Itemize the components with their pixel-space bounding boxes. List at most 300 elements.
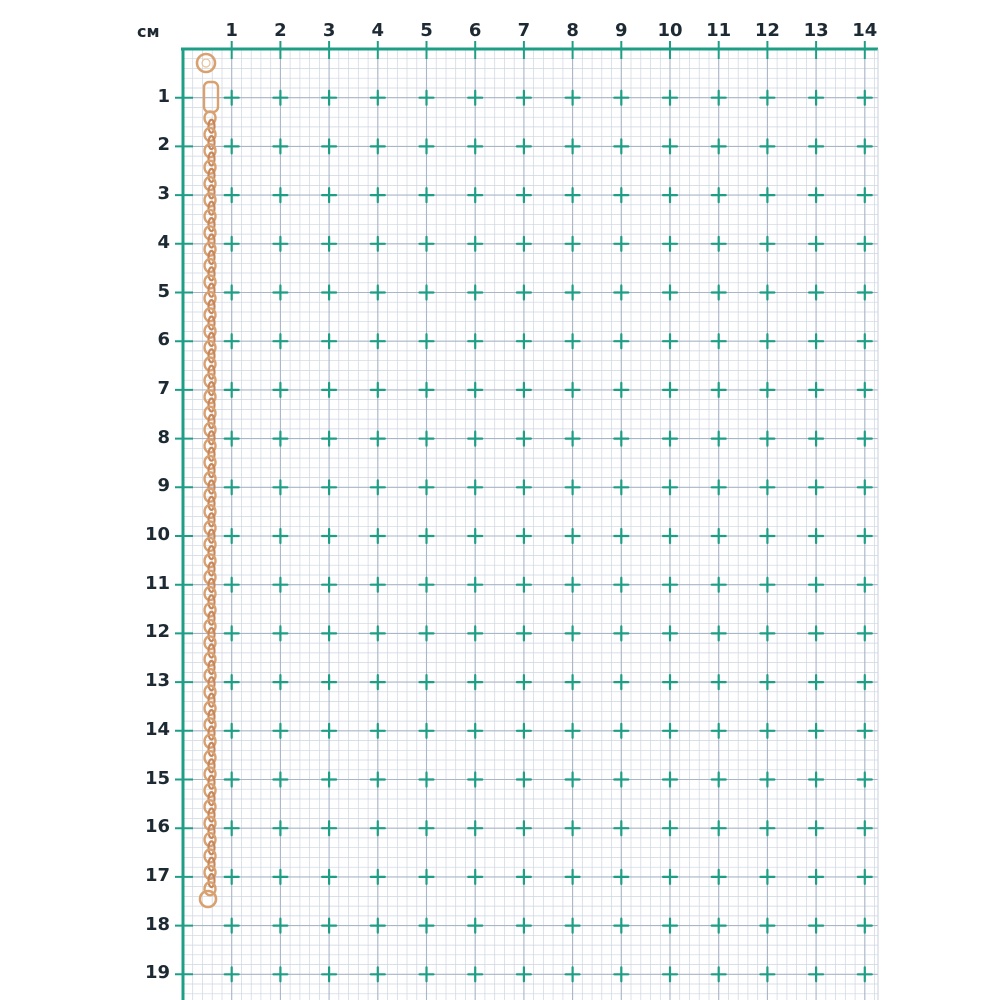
column-label: 11 xyxy=(706,20,732,41)
plus-marker xyxy=(517,967,531,981)
plus-marker xyxy=(517,188,531,202)
plus-marker xyxy=(273,870,287,884)
plus-marker xyxy=(322,724,336,738)
plus-marker xyxy=(517,286,531,300)
plus-marker xyxy=(614,724,628,738)
plus-marker xyxy=(712,432,726,446)
plus-marker xyxy=(712,334,726,348)
column-label: 1 xyxy=(225,20,238,41)
plus-marker xyxy=(566,919,580,933)
plus-marker xyxy=(663,724,677,738)
plus-marker xyxy=(566,91,580,105)
plus-marker xyxy=(371,870,385,884)
row-label: 1 xyxy=(157,85,170,107)
plus-marker xyxy=(858,724,872,738)
minor-grid-lines xyxy=(183,49,878,1000)
plus-marker xyxy=(858,188,872,202)
plus-marker xyxy=(760,383,774,397)
plus-marker xyxy=(663,578,677,592)
plus-marker xyxy=(663,334,677,348)
plus-marker xyxy=(468,675,482,689)
plus-marker xyxy=(322,432,336,446)
row-label: 17 xyxy=(144,864,170,886)
plus-marker xyxy=(566,237,580,251)
plus-marker xyxy=(614,480,628,494)
plus-marker xyxy=(566,188,580,202)
plus-marker xyxy=(858,919,872,933)
plus-marker xyxy=(273,675,287,689)
plus-marker xyxy=(225,480,239,494)
plus-marker xyxy=(712,188,726,202)
plus-marker xyxy=(517,91,531,105)
column-label: 13 xyxy=(803,20,829,41)
plus-marker xyxy=(663,967,677,981)
plus-marker xyxy=(614,188,628,202)
plus-marker xyxy=(420,139,434,153)
plus-marker xyxy=(809,383,823,397)
plus-marker xyxy=(420,870,434,884)
plus-marker xyxy=(420,334,434,348)
plus-marker xyxy=(614,578,628,592)
plus-marker xyxy=(420,383,434,397)
plus-marker xyxy=(760,821,774,835)
row-label: 5 xyxy=(157,280,170,302)
plus-marker xyxy=(517,529,531,543)
plus-marker xyxy=(371,675,385,689)
plus-marker xyxy=(858,383,872,397)
plus-marker xyxy=(663,237,677,251)
plus-marker xyxy=(809,139,823,153)
plus-marker xyxy=(273,724,287,738)
plus-marker xyxy=(517,578,531,592)
row-label: 11 xyxy=(144,572,170,594)
plus-marker xyxy=(858,870,872,884)
plus-marker xyxy=(614,870,628,884)
plus-marker xyxy=(566,529,580,543)
plus-marker xyxy=(858,578,872,592)
plus-marker xyxy=(225,432,239,446)
row-label: 3 xyxy=(157,183,170,205)
plus-marker xyxy=(225,821,239,835)
plus-marker xyxy=(225,237,239,251)
plus-marker xyxy=(468,334,482,348)
plus-marker xyxy=(225,91,239,105)
plus-marker xyxy=(322,334,336,348)
column-label: 14 xyxy=(852,20,878,41)
plus-marker xyxy=(614,821,628,835)
plus-marker xyxy=(322,675,336,689)
plus-marker xyxy=(517,821,531,835)
plus-marker xyxy=(760,626,774,640)
row-label: 9 xyxy=(157,475,170,497)
plus-marker xyxy=(468,432,482,446)
plus-marker xyxy=(371,91,385,105)
plus-marker xyxy=(468,821,482,835)
plus-marker xyxy=(517,139,531,153)
plus-marker xyxy=(371,188,385,202)
plus-marker xyxy=(273,773,287,787)
plus-marker xyxy=(322,529,336,543)
plus-marker xyxy=(322,480,336,494)
column-label: 3 xyxy=(322,20,336,41)
plus-marker xyxy=(468,286,482,300)
plus-marker xyxy=(420,480,434,494)
row-label: 8 xyxy=(157,426,170,448)
plus-marker xyxy=(809,675,823,689)
plus-marker xyxy=(468,919,482,933)
plus-marker xyxy=(517,724,531,738)
plus-marker xyxy=(858,286,872,300)
plus-marker xyxy=(809,334,823,348)
plus-marker xyxy=(225,139,239,153)
plus-marker xyxy=(420,286,434,300)
row-label: 10 xyxy=(144,524,170,545)
plus-marker xyxy=(273,237,287,251)
plus-marker xyxy=(614,967,628,981)
plus-marker xyxy=(858,967,872,981)
plus-marker xyxy=(371,724,385,738)
plus-marker xyxy=(760,188,774,202)
plus-marker xyxy=(663,626,677,640)
plus-marker xyxy=(858,91,872,105)
plus-marker xyxy=(614,432,628,446)
row-label: 13 xyxy=(144,670,170,692)
plus-marker xyxy=(712,870,726,884)
plus-marker xyxy=(322,578,336,592)
plus-marker xyxy=(663,870,677,884)
plus-marker xyxy=(468,383,482,397)
plus-marker xyxy=(566,675,580,689)
plus-marker xyxy=(809,773,823,787)
plus-marker xyxy=(468,188,482,202)
plus-marker xyxy=(517,919,531,933)
plus-marker xyxy=(566,432,580,446)
plus-marker xyxy=(468,139,482,153)
plus-marker xyxy=(760,286,774,300)
plus-marker xyxy=(517,432,531,446)
row-label: 19 xyxy=(144,962,170,984)
plus-marker xyxy=(712,821,726,835)
plus-marker xyxy=(225,967,239,981)
plus-marker xyxy=(760,578,774,592)
plus-marker xyxy=(566,821,580,835)
plus-marker xyxy=(468,870,482,884)
plus-marker xyxy=(663,480,677,494)
plus-marker xyxy=(273,578,287,592)
plus-marker xyxy=(371,286,385,300)
unit-label: см xyxy=(137,22,160,41)
plus-marker xyxy=(225,626,239,640)
plus-marker xyxy=(371,529,385,543)
plus-marker xyxy=(614,919,628,933)
plus-marker xyxy=(809,188,823,202)
plus-marker xyxy=(371,626,385,640)
clasp-spring xyxy=(202,59,210,67)
plus-marker xyxy=(712,919,726,933)
plus-marker xyxy=(614,773,628,787)
plus-marker xyxy=(712,529,726,543)
plus-marker xyxy=(420,821,434,835)
plus-marker xyxy=(371,334,385,348)
plus-marker xyxy=(858,529,872,543)
plus-marker xyxy=(225,383,239,397)
plus-marker xyxy=(322,773,336,787)
plus-marker xyxy=(322,237,336,251)
plus-marker xyxy=(663,91,677,105)
plus-marker xyxy=(273,967,287,981)
plus-marker xyxy=(566,480,580,494)
plus-marker xyxy=(614,626,628,640)
plus-marker xyxy=(468,967,482,981)
plus-marker xyxy=(371,919,385,933)
row-label: 6 xyxy=(157,329,170,351)
plus-marker xyxy=(273,919,287,933)
plus-marker xyxy=(566,286,580,300)
plus-marker xyxy=(468,237,482,251)
plus-marker xyxy=(566,139,580,153)
plus-marker xyxy=(858,432,872,446)
plus-marker xyxy=(712,383,726,397)
row-label: 18 xyxy=(144,913,170,935)
plus-marker xyxy=(371,578,385,592)
plus-marker xyxy=(663,139,677,153)
plus-marker xyxy=(614,139,628,153)
plus-marker xyxy=(273,383,287,397)
plus-marker xyxy=(322,286,336,300)
plus-marker xyxy=(371,480,385,494)
row-label: 7 xyxy=(157,377,170,399)
row-label: 2 xyxy=(157,134,170,156)
column-label: 6 xyxy=(468,20,482,41)
plus-marker xyxy=(809,286,823,300)
column-label: 10 xyxy=(657,20,683,41)
plus-marker xyxy=(760,529,774,543)
plus-marker xyxy=(712,286,726,300)
column-label: 5 xyxy=(420,20,433,41)
plus-marker xyxy=(468,578,482,592)
plus-marker xyxy=(614,237,628,251)
plus-marker xyxy=(614,529,628,543)
plus-marker xyxy=(614,334,628,348)
row-label: 12 xyxy=(144,621,170,643)
row-label: 14 xyxy=(144,718,170,740)
plus-marker xyxy=(371,821,385,835)
plus-marker xyxy=(712,237,726,251)
plus-marker xyxy=(371,773,385,787)
plus-marker xyxy=(760,967,774,981)
plus-marker xyxy=(760,334,774,348)
plus-marker xyxy=(614,286,628,300)
plus-marker xyxy=(468,724,482,738)
plus-marker xyxy=(322,821,336,835)
plus-marker xyxy=(273,91,287,105)
plus-marker xyxy=(712,724,726,738)
plus-marker xyxy=(517,870,531,884)
plus-marker xyxy=(809,626,823,640)
plus-marker xyxy=(809,237,823,251)
column-label: 9 xyxy=(615,20,628,41)
plus-marker xyxy=(760,91,774,105)
plus-marker xyxy=(322,383,336,397)
plus-marker xyxy=(712,480,726,494)
plus-marker xyxy=(858,626,872,640)
plus-marker xyxy=(420,773,434,787)
plus-marker xyxy=(468,480,482,494)
plus-marker xyxy=(225,919,239,933)
plus-marker xyxy=(225,578,239,592)
plus-marker xyxy=(371,139,385,153)
plus-marker xyxy=(809,821,823,835)
plus-marker xyxy=(712,578,726,592)
plus-marker xyxy=(225,188,239,202)
plus-marker xyxy=(858,480,872,494)
plus-marker xyxy=(468,626,482,640)
plus-marker xyxy=(420,188,434,202)
plus-marker xyxy=(273,139,287,153)
plus-marker xyxy=(809,480,823,494)
plus-marker xyxy=(712,675,726,689)
plus-marker xyxy=(273,480,287,494)
plus-marker xyxy=(273,188,287,202)
plus-marker xyxy=(663,188,677,202)
plus-marker xyxy=(663,919,677,933)
plus-marker xyxy=(566,967,580,981)
plus-marker xyxy=(273,432,287,446)
plus-marker xyxy=(566,724,580,738)
plus-marker xyxy=(517,334,531,348)
plus-marker xyxy=(809,870,823,884)
plus-marker xyxy=(273,334,287,348)
plus-marker xyxy=(712,626,726,640)
plus-marker xyxy=(809,529,823,543)
plus-marker xyxy=(420,91,434,105)
plus-marker xyxy=(322,919,336,933)
plus-marker xyxy=(712,773,726,787)
plus-marker xyxy=(760,432,774,446)
column-label: 8 xyxy=(566,20,579,41)
plus-marker xyxy=(712,91,726,105)
plus-marker xyxy=(858,237,872,251)
plus-marker xyxy=(858,139,872,153)
column-label: 7 xyxy=(517,20,531,41)
plus-marker xyxy=(517,675,531,689)
plus-marker xyxy=(420,919,434,933)
plus-marker xyxy=(858,773,872,787)
plus-marker xyxy=(225,286,239,300)
plus-marker xyxy=(760,237,774,251)
plus-marker xyxy=(225,529,239,543)
plus-marker xyxy=(663,821,677,835)
plus-marker xyxy=(420,237,434,251)
plus-marker xyxy=(614,383,628,397)
plus-marker xyxy=(663,432,677,446)
plus-marker xyxy=(760,675,774,689)
plus-marker xyxy=(420,626,434,640)
plus-marker xyxy=(566,383,580,397)
plus-marker xyxy=(712,967,726,981)
plus-marker xyxy=(420,529,434,543)
plus-marker xyxy=(322,626,336,640)
plus-marker xyxy=(371,237,385,251)
plus-marker xyxy=(858,821,872,835)
plus-marker xyxy=(809,724,823,738)
plus-marker xyxy=(420,675,434,689)
plus-marker xyxy=(614,675,628,689)
plus-marker xyxy=(809,967,823,981)
plus-marker xyxy=(712,139,726,153)
plus-marker xyxy=(517,773,531,787)
plus-marker xyxy=(322,91,336,105)
plus-marker xyxy=(858,675,872,689)
plus-marker xyxy=(273,286,287,300)
column-label: 4 xyxy=(371,20,385,41)
plus-marker xyxy=(225,773,239,787)
plus-marker xyxy=(663,286,677,300)
plus-marker xyxy=(225,334,239,348)
plus-marker xyxy=(858,334,872,348)
plus-marker xyxy=(809,432,823,446)
plus-marker xyxy=(273,529,287,543)
plus-marker xyxy=(225,870,239,884)
plus-marker xyxy=(566,626,580,640)
plus-marker xyxy=(322,188,336,202)
plus-marker xyxy=(760,724,774,738)
plus-marker xyxy=(371,432,385,446)
plus-marker xyxy=(420,724,434,738)
plus-marker xyxy=(420,578,434,592)
plus-marker xyxy=(420,967,434,981)
plus-marker xyxy=(225,724,239,738)
plus-marker xyxy=(517,237,531,251)
plus-marker xyxy=(322,967,336,981)
plus-marker xyxy=(322,870,336,884)
plus-marker xyxy=(371,383,385,397)
plus-marker xyxy=(468,773,482,787)
plus-marker xyxy=(566,870,580,884)
plus-marker xyxy=(809,919,823,933)
row-label: 16 xyxy=(144,816,170,838)
plus-marker xyxy=(225,675,239,689)
plus-marker xyxy=(663,675,677,689)
plus-marker xyxy=(420,432,434,446)
plus-marker xyxy=(663,773,677,787)
row-label: 4 xyxy=(157,231,170,253)
plus-marker xyxy=(468,529,482,543)
row-label: 15 xyxy=(144,767,170,789)
plus-marker xyxy=(468,91,482,105)
plus-marker xyxy=(760,773,774,787)
plus-marker xyxy=(614,91,628,105)
plus-marker xyxy=(371,967,385,981)
plus-marker xyxy=(663,529,677,543)
plus-marker xyxy=(273,626,287,640)
plus-marker xyxy=(517,383,531,397)
plus-marker xyxy=(760,139,774,153)
column-label: 12 xyxy=(754,20,780,41)
plus-marker xyxy=(322,139,336,153)
plus-marker xyxy=(517,626,531,640)
plus-marker xyxy=(760,919,774,933)
plus-marker xyxy=(273,821,287,835)
plus-marker xyxy=(566,578,580,592)
plus-marker xyxy=(566,334,580,348)
plus-marker xyxy=(809,91,823,105)
column-label: 2 xyxy=(274,20,287,41)
plus-marker xyxy=(809,578,823,592)
plus-marker xyxy=(760,870,774,884)
plus-marker xyxy=(760,480,774,494)
plus-marker xyxy=(663,383,677,397)
